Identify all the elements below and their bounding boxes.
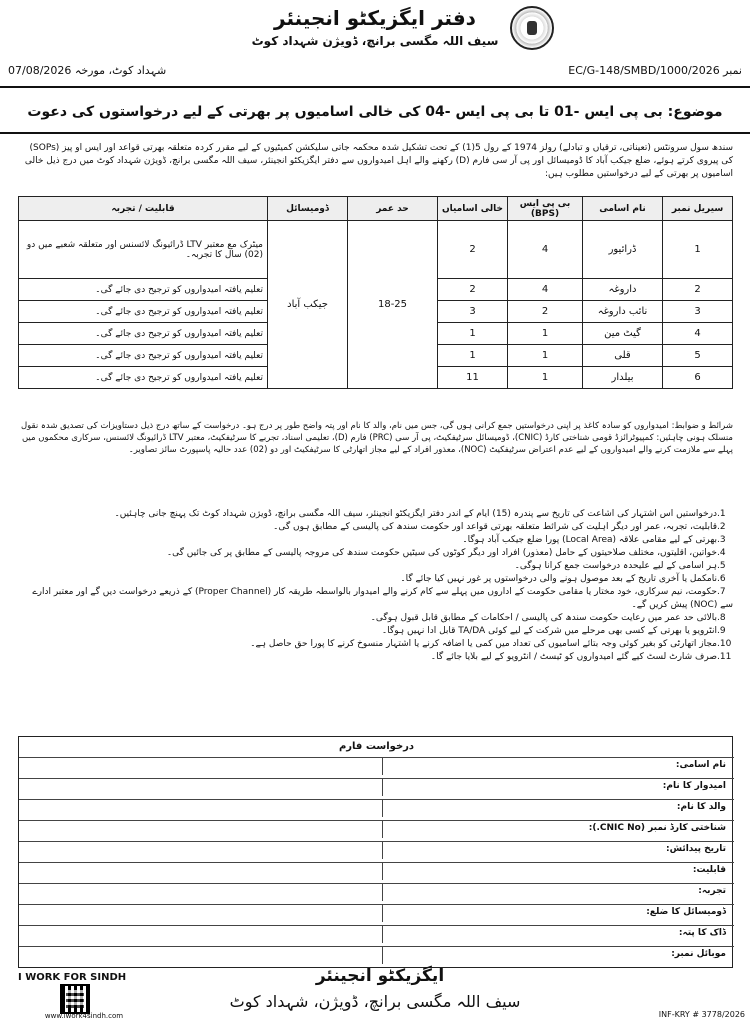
bps-cell: 2 — [508, 301, 583, 323]
field-label: تجربہ: — [698, 886, 726, 896]
footer-subtitle: سیف اللہ مگسی برانچ، ڈویژن، شہداد کوٹ — [229, 992, 521, 1011]
post-cell: قلی — [583, 345, 663, 367]
list-item — [18, 560, 733, 573]
item-text: درخواستیں اس اشتہار کی اشاعت کی تاریخ سے پندرہ (15) ایام کے اندر دفتر ایگزیکٹو انجینئر، سیف اللہ مگسی برانچ، ڈویژن شہداد کوٹ تک پہنچ جانی چاہئیں۔ — [114, 509, 717, 519]
field-label: تاریخ پیدائش: — [666, 844, 726, 854]
col-bps: بی پی ایس (BPS) — [508, 197, 583, 221]
post-cell: بیلدار — [583, 367, 663, 389]
table-row — [19, 221, 733, 279]
form-field-row[interactable] — [19, 778, 734, 795]
i-work-for-sindh-badge: I WORK FOR SINDH — [18, 972, 127, 983]
conditions-list — [18, 508, 733, 664]
government-seal-icon — [510, 6, 554, 50]
field-label: شناختی کارڈ نمبر (CNIC No.): — [588, 823, 726, 833]
form-field-row[interactable] — [19, 946, 734, 963]
qualification-cell: تعلیم یافتہ امیدواروں کو ترجیح دی جائے گی۔ — [19, 323, 268, 345]
list-item — [18, 651, 733, 664]
item-text: نامکمل یا آخری تاریخ کے بعد موصول ہونے والی درخواستوں پر غور نہیں کیا جائے گا۔ — [400, 574, 717, 584]
vacancies-cell: 11 — [438, 367, 508, 389]
item-number: 4. — [717, 548, 726, 558]
field-label: قابلیت: — [692, 865, 726, 875]
form-field-row[interactable] — [19, 862, 734, 879]
item-text: انٹرویو یا بھرتی کے کسی بھی مرحلے میں شرکت کے لیے کوئی TA/DA قابل ادا نہیں ہوگا۔ — [381, 626, 717, 636]
field-label: نام اسامی: — [675, 760, 726, 770]
col-age: حد عمر — [348, 197, 438, 221]
post-cell: ڈرائیور — [583, 221, 663, 279]
col-post: نام اسامی — [583, 197, 663, 221]
form-field-row[interactable] — [19, 925, 734, 942]
field-label: ڈومیسائل کا ضلع: — [646, 907, 726, 917]
item-text: بالائی حد عمر میں رعایت حکومت سندھ کی پالیسی / احکامات کے مطابق قابل قبول ہوگی۔ — [370, 613, 717, 623]
place-date: شہداد کوٹ، مورخہ 07/08/2026 — [8, 64, 167, 77]
domicile-cell: جیکب آباد — [268, 221, 348, 389]
item-number: 6. — [717, 574, 726, 584]
qr-code-icon — [60, 984, 90, 1014]
item-number: 3. — [717, 535, 726, 545]
item-text: بھرتی کے لیے مقامی علاقہ (Local Area) پورا ضلع جیکب آباد ہوگا۔ — [462, 535, 717, 545]
item-text: حکومت، نیم سرکاری، خود مختار یا مقامی حکومت کے اداروں میں پہلے سے کام کرنے والے امیدوار بالواسطہ طریقہ کار (Proper Channel) کے ذریعے درخواست دیں گے اور معتبر ادارے سے (NOC) پیش کریں گے۔ — [32, 587, 733, 610]
col-serial: سیریل نمبر — [663, 197, 733, 221]
form-field-row[interactable] — [19, 883, 734, 900]
item-number: 10. — [717, 639, 732, 649]
serial-cell: 1 — [663, 221, 733, 279]
col-vacancies: خالی اسامیاں — [438, 197, 508, 221]
post-cell: نائب داروغہ — [583, 301, 663, 323]
website-url: www.iwork4sindh.com — [44, 1012, 124, 1020]
vacancy-table — [18, 196, 733, 389]
item-number: 8. — [717, 613, 726, 623]
qualification-cell: تعلیم یافتہ امیدواروں کو ترجیح دی جائے گی۔ — [19, 301, 268, 323]
list-item — [18, 508, 733, 521]
eligibility-paragraph: شرائط و ضوابط: امیدواروں کو سادہ کاغذ پر اپنی درخواستیں جمع کرانی ہوں گی، جس میں نام، والد کا نام اور پتہ واضح طور پر درج ہو۔ درخواست کے ساتھ درج ذیل دستاویزات کی تصدیق شدہ نقول منسلک ہونی چاہئیں: کمپیوٹرائزڈ قومی شناختی کارڈ (CNIC)، ڈومیسائل سرٹیفکیٹ، پی آر سی (PRC) فارم (D)، تعلیمی اسناد، تجربے کا سرٹیفکیٹ، معتبر LTV ڈرائیونگ لائسنس، سرکاری محکموں میں پہلے سے ملازمت کرنے والے امیدواروں کے لیے عدم اعتراض سرٹیفکیٹ (NOC)، معذور افراد کے لیے مجاز اتھارٹی کا سرٹیفکیٹ اور دو (02) عدد حالیہ پاسپورٹ سائز تصاویر۔ — [20, 421, 733, 455]
item-number: 1. — [717, 509, 726, 519]
bps-cell: 4 — [508, 279, 583, 301]
item-text: خواتین، اقلیتوں، مختلف صلاحیتوں کے حامل (معذور) افراد اور دیگر کوٹوں کی سیٹیں حکومت سندھ کی مروجہ پالیسی کے مطابق پر کی جائیں گی۔ — [166, 548, 717, 558]
form-field-row[interactable] — [19, 841, 734, 858]
serial-cell: 5 — [663, 345, 733, 367]
post-cell: گیٹ مین — [583, 323, 663, 345]
item-number: 7. — [717, 587, 726, 597]
list-item — [18, 612, 733, 625]
vacancies-cell: 1 — [438, 345, 508, 367]
qualification-cell: میٹرک مع معتبر LTV ڈرائیونگ لائسنس اور متعلقہ شعبے میں دو (02) سال کا تجربہ۔ — [19, 221, 268, 279]
serial-cell: 4 — [663, 323, 733, 345]
qualification-cell: تعلیم یافتہ امیدواروں کو ترجیح دی جائے گی۔ — [19, 345, 268, 367]
list-item — [18, 573, 733, 586]
divider — [0, 86, 750, 88]
list-item — [18, 521, 733, 534]
post-cell: داروغہ — [583, 279, 663, 301]
field-label: موبائل نمبر: — [671, 949, 726, 959]
bps-cell: 1 — [508, 323, 583, 345]
item-text: صرف شارٹ لسٹ کیے گئے امیدواروں کو ٹیسٹ / انٹرویو کے لیے بلایا جائے گا۔ — [430, 652, 717, 662]
list-item — [18, 625, 733, 638]
field-label: امیدوار کا نام: — [662, 781, 726, 791]
vacancies-cell: 2 — [438, 221, 508, 279]
col-qualification: قابلیت / تجربہ — [19, 197, 268, 221]
office-subtitle: سیف اللہ مگسی برانچ، ڈویژن شہداد کوٹ — [251, 34, 499, 48]
bps-cell: 1 — [508, 345, 583, 367]
table-header-row — [19, 197, 733, 221]
application-form — [18, 736, 733, 968]
form-field-row[interactable] — [19, 820, 734, 837]
qualification-cell: تعلیم یافتہ امیدواروں کو ترجیح دی جائے گی۔ — [19, 279, 268, 301]
divider — [0, 132, 750, 134]
serial-cell: 6 — [663, 367, 733, 389]
list-item — [18, 638, 733, 651]
item-number: 9. — [717, 626, 726, 636]
bps-cell: 1 — [508, 367, 583, 389]
vacancies-cell: 2 — [438, 279, 508, 301]
item-number: 11. — [717, 652, 732, 662]
vacancies-cell: 1 — [438, 323, 508, 345]
office-title: دفتر ایگزیکٹو انجینئر — [274, 6, 476, 30]
item-text: قابلیت، تجربہ، عمر اور دیگر اہلیت کی شرائط متعلقہ بھرتی قواعد اور حکومت سندھ کی پالیسی کے مطابق ہوں گی۔ — [273, 522, 717, 532]
subject: موضوع: بی پی ایس -01 تا بی پی ایس -04 کی خالی اسامیوں پر بھرتی کے لیے درخواستوں کی دعوت — [27, 104, 723, 120]
field-label: ڈاک کا پتہ: — [678, 928, 726, 938]
item-text: ہر اسامی کے لیے علیحدہ درخواست جمع کرانا ہوگی۔ — [514, 561, 717, 571]
form-field-row[interactable] — [19, 799, 734, 816]
form-title: درخواست فارم — [338, 741, 415, 752]
serial-cell: 2 — [663, 279, 733, 301]
item-text: مجاز اتھارٹی کو بغیر کوئی وجہ بتائے اسامیوں کی تعداد میں کمی یا اضافہ کرنے یا اشتہار منسوخ کرنے کا پورا حق حاصل ہے۔ — [250, 639, 717, 649]
form-field-row[interactable] — [19, 904, 734, 921]
intro-paragraph: سندھ سول سرونٹس (تعیناتی، ترقیاں و تبادلے) رولز 1974 کے رول 5(1) کے تحت تشکیل شدہ محکمہ جاتی سلیکشن کمیٹیوں کے لیے مقرر کردہ متعلقہ بھرتی قواعد اور ایس او پیز (SOPs) کی پیروی کرتے ہوئے، ضلع جیکب آباد کا ڈومیسائل اور پی آر سی فارم (D) رکھنے والے اہل امیدواروں سے دفتر ایگزیکٹو انجینئر، سیف اللہ مگسی برانچ، ڈویژن شہداد کوٹ میں درج ذیل خالی اسامیوں پر بھرتی کے لیے درخواستیں مطلوب ہیں: — [24, 143, 733, 179]
list-item — [18, 547, 733, 560]
col-domicile: ڈومیسائل — [268, 197, 348, 221]
inf-reference: INF-KRY # 3778/2026 — [658, 1010, 745, 1019]
list-item — [18, 586, 733, 612]
vacancies-cell: 3 — [438, 301, 508, 323]
qualification-cell: تعلیم یافتہ امیدواروں کو ترجیح دی جائے گی۔ — [19, 367, 268, 389]
footer-title: ایگزیکٹو انجینئر — [315, 966, 445, 986]
form-field-row[interactable] — [19, 757, 734, 774]
list-item — [18, 534, 733, 547]
field-label: والد کا نام: — [676, 802, 726, 812]
item-number: 5. — [717, 561, 726, 571]
serial-cell: 3 — [663, 301, 733, 323]
item-number: 2. — [717, 522, 726, 532]
bps-cell: 4 — [508, 221, 583, 279]
age-limit-cell: 18-25 — [348, 221, 438, 389]
reference-number: نمبر EC/G-148/SMBD/1000/2026 — [568, 64, 742, 77]
